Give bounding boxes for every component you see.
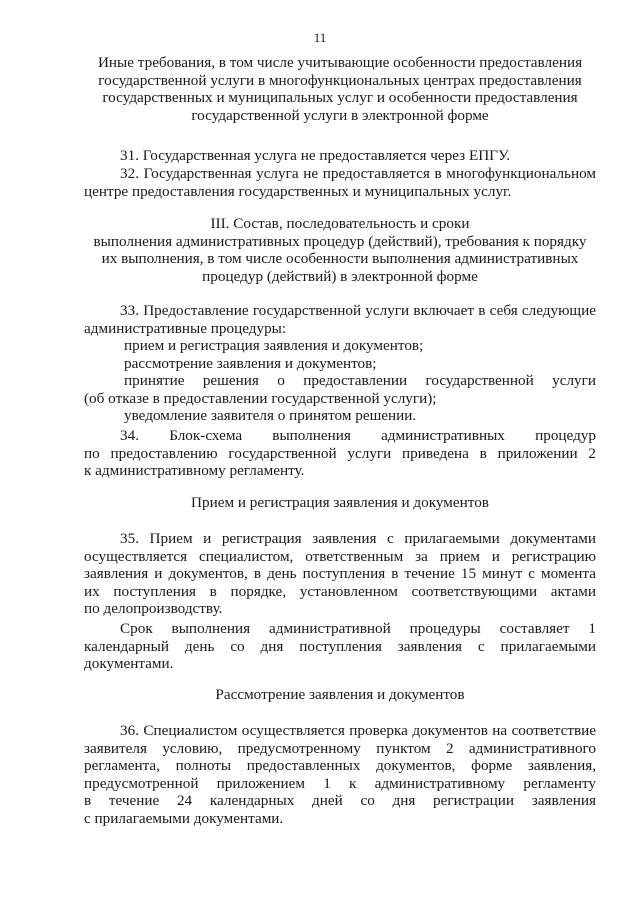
paragraph-line: регламента, полноты предоставленных документов, форме заявления, bbox=[84, 757, 596, 775]
paragraph-32 bbox=[84, 165, 596, 200]
paragraph-line: 35. Прием и регистрация заявления с прилагаемыми документами bbox=[120, 530, 596, 547]
paragraph-line: календарный день со дня поступления заявления с прилагаемыми bbox=[84, 637, 596, 655]
paragraph-line: Срок выполнения административной процедуры составляет 1 bbox=[120, 620, 596, 637]
heading-line: Рассмотрение заявления и документов bbox=[215, 686, 465, 703]
paragraph-35 bbox=[84, 530, 596, 618]
heading-line: III. Состав, последовательность и сроки bbox=[210, 215, 470, 232]
paragraph-line: 36. Специалистом осуществляется проверка документов на соответствие bbox=[120, 722, 596, 739]
section-heading-iii bbox=[84, 215, 596, 285]
heading-line: государственной услуги в электронной форме bbox=[191, 106, 489, 124]
list-item: прием и регистрация заявления и документов; bbox=[124, 337, 424, 354]
paragraph-line: 33. Предоставление государственной услуги включает в себя следующие bbox=[120, 302, 596, 319]
paragraph-34 bbox=[84, 427, 596, 480]
paragraph-line: по делопроизводству. bbox=[84, 600, 223, 618]
paragraph-line: к административному регламенту. bbox=[84, 462, 305, 480]
list-item: уведомление заявителя о принятом решении. bbox=[124, 407, 417, 425]
page-number: 11 bbox=[313, 30, 327, 45]
paragraph-36 bbox=[84, 722, 596, 828]
paragraph-line: 34. Блок-схема выполнения административных процедур bbox=[120, 427, 596, 444]
heading-line: государственной услуги в многофункциональных центрах предоставления bbox=[98, 71, 582, 89]
section-heading-other-requirements bbox=[84, 54, 596, 124]
paragraph-line: по предоставлению государственной услуги приведена в приложении 2 bbox=[84, 444, 596, 462]
paragraph-line: 31. Государственная услуга не предоставляется через ЕПГУ. bbox=[120, 147, 511, 164]
paragraph-line: центре предоставления государственных и муниципальных услуг. bbox=[84, 182, 512, 200]
heading-line: процедур (действий) в электронной форме bbox=[202, 267, 478, 285]
list-item: принятие решения о предоставлении государственной услуги bbox=[124, 372, 596, 390]
paragraph-line: административные процедуры: bbox=[84, 319, 287, 337]
section-heading-reception bbox=[84, 494, 596, 512]
paragraph-line: предусмотренной приложением 1 к административному регламенту bbox=[84, 774, 596, 792]
heading-line: государственных и муниципальных услуг и особенности предоставления bbox=[102, 89, 578, 107]
heading-line: их выполнения, в том числе особенности выполнения административных bbox=[101, 250, 579, 268]
list-item: рассмотрение заявления и документов; bbox=[124, 354, 377, 372]
paragraph-31 bbox=[84, 147, 596, 165]
paragraph-line: заявления и документов, в день поступления в течение 15 минут с момента bbox=[84, 565, 596, 583]
procedure-list bbox=[84, 337, 596, 425]
paragraph-term bbox=[84, 620, 596, 673]
paragraph-line: заявителя условию, предусмотренному пунктом 2 административного bbox=[84, 739, 596, 757]
paragraph-line: с прилагаемыми документами. bbox=[84, 809, 284, 827]
paragraph-line: осуществляется специалистом, ответственным за прием и регистрацию bbox=[84, 547, 596, 565]
heading-line: выполнения административных процедур (действий), требования к порядку bbox=[93, 232, 587, 250]
paragraph-line: 32. Государственная услуга не предоставляется в многофункциональном bbox=[120, 165, 596, 182]
paragraph-line: в течение 24 календарных дней со дня регистрации заявления bbox=[84, 792, 596, 810]
paragraph-33 bbox=[84, 302, 596, 337]
list-item: (об отказе в предоставлении государственной услуги); bbox=[84, 389, 437, 407]
paragraph-line: их поступления в порядке, установленном соответствующими актами bbox=[84, 582, 596, 600]
section-heading-review bbox=[84, 686, 596, 704]
heading-line: Иные требования, в том числе учитывающие особенности предоставления bbox=[97, 54, 583, 71]
paragraph-line: документами. bbox=[84, 655, 174, 673]
heading-line: Прием и регистрация заявления и документов bbox=[191, 494, 489, 511]
